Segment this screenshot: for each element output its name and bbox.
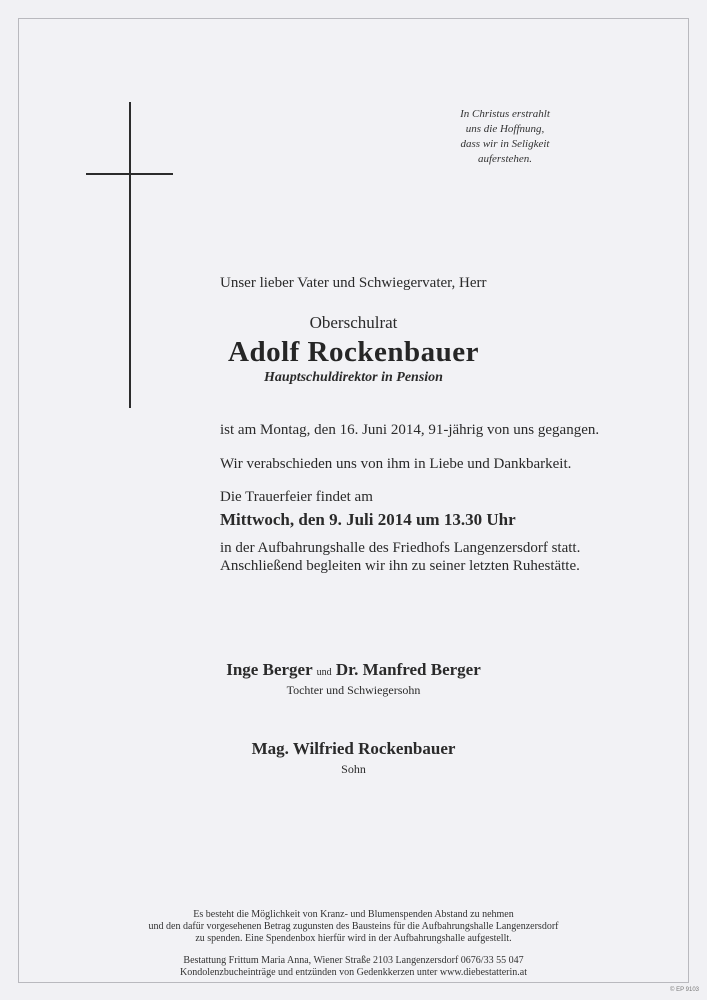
bible-verse	[430, 107, 580, 167]
mourner-relation: Sohn	[341, 762, 366, 776]
mourner-names	[0, 660, 707, 680]
mourner-name: Mag. Wilfried Rockenbauer	[251, 739, 456, 758]
honorific-title: Oberschulrat	[309, 313, 398, 332]
donation-line: zu spenden. Eine Spendenbox hierfür wird in der Aufbahrungshalle aufgestellt.	[195, 933, 512, 944]
funeral-home-line: Bestattung Frittum Maria Anna, Wiener Straße 2103 Langenzersdorf 0676/33 55 047	[183, 955, 524, 966]
mourner-name: Inge Berger	[226, 660, 313, 679]
mourner-joiner: und	[316, 667, 332, 678]
service-location-line: in der Aufbahrungshalle des Friedhofs Langenzersdorf statt.	[220, 540, 581, 556]
intro-text: Unser lieber Vater und Schwiegervater, Herr	[220, 275, 487, 291]
donation-note	[0, 909, 707, 945]
service-date: Mittwoch, den 9. Juli 2014 um 13.30 Uhr	[220, 510, 516, 529]
verse-line: auferstehen.	[477, 153, 533, 165]
verse-line: In Christus erstrahlt	[460, 108, 550, 120]
cross-horizontal-bar	[86, 173, 173, 175]
deceased-role: Hauptschuldirektor in Pension	[264, 370, 443, 385]
service-location-line: Anschließend begleiten wir ihn zu seiner letzten Ruhestätte.	[220, 558, 580, 574]
death-notice: ist am Montag, den 16. Juni 2014, 91-jährig von uns gegangen.	[220, 422, 600, 438]
imprint-code: © EP 9103	[670, 987, 699, 993]
farewell-text: Wir verabschieden uns von ihm in Liebe und Dankbarkeit.	[220, 456, 572, 472]
funeral-home-line: Kondolenzbucheinträge und entzünden von Gedenkkerzen unter www.diebestatterin.at	[179, 967, 527, 978]
service-intro: Die Trauerfeier findet am	[220, 489, 373, 505]
mourner-relation: Tochter und Schwiegersohn	[286, 683, 421, 697]
donation-line: Es besteht die Möglichkeit von Kranz- und Blumenspenden Abstand zu nehmen	[193, 909, 514, 920]
verse-line: dass wir in Seligkeit	[460, 138, 550, 150]
deceased-name: Adolf Rockenbauer	[228, 336, 479, 368]
donation-line: und den dafür vorgesehenen Betrag zugunsten des Bausteins für die Aufbahrungshalle Langenzersdorf	[148, 921, 559, 932]
verse-line: uns die Hoffnung,	[465, 123, 545, 135]
mourner-name: Dr. Manfred Berger	[335, 660, 481, 679]
funeral-home-info	[0, 955, 707, 979]
